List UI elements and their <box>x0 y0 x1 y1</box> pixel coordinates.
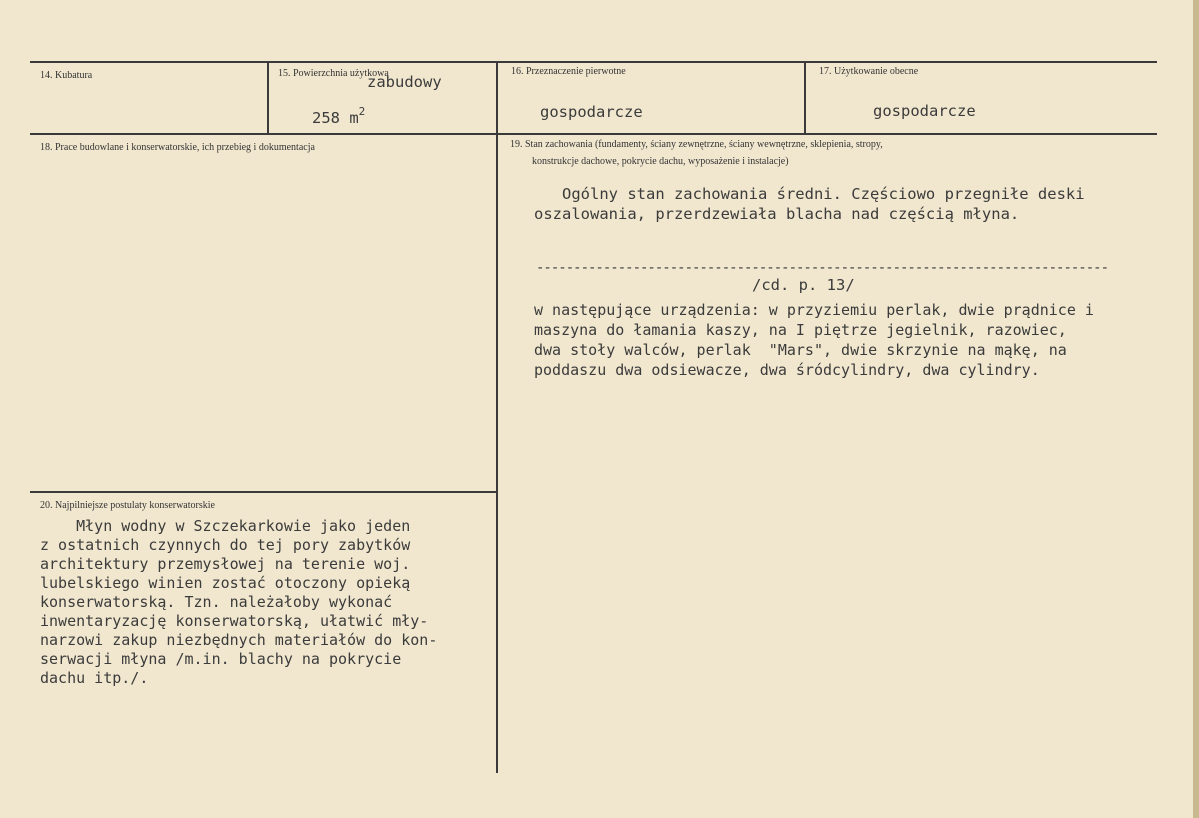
continuation-line-3: dwa stoły walców, perlak "Mars", dwie skrzynie na mąkę, na <box>534 341 1067 359</box>
field-19-label-line1: 19. Stan zachowania (fundamenty, ściany zewnętrzne, ściany wewnętrzne, sklepienia, stropy, <box>510 139 883 150</box>
field-20-text-line-1: Młyn wodny w Szczekarkowie jako jeden <box>40 517 411 535</box>
field-20-text-line-2: z ostatnich czynnych do tej pory zabytków <box>40 536 411 554</box>
field-14-label: 14. Kubatura <box>40 70 93 81</box>
field-15-value-superscript: 2 <box>358 105 366 118</box>
field-15-typed-overlay: zabudowy <box>367 73 442 91</box>
field-17-label: 17. Użytkowanie obecne <box>819 66 919 77</box>
field-20-text-line-7: narzowi zakup niezbędnych materiałów do kon- <box>40 631 438 649</box>
col-divider-2 <box>496 61 498 773</box>
field-16-value: gospodarcze <box>540 103 643 121</box>
field-18-label: 18. Prace budowlane i konserwatorskie, ich przebieg i dokumentacja <box>40 142 315 153</box>
field-15-label: 15. Powierzchnia użytkowa <box>278 68 389 79</box>
col-divider-1 <box>267 61 269 134</box>
field-20-text-line-9: dachu itp./. <box>40 669 149 687</box>
top-rule <box>30 61 1157 63</box>
field-17-value: gospodarcze <box>873 102 976 120</box>
col-divider-3 <box>804 61 806 134</box>
field-19-label-line2: konstrukcje dachowe, pokrycie dachu, wyposażenie i instalacje) <box>532 156 789 167</box>
row2-rule-left <box>30 491 497 493</box>
continuation-reference: /cd. p. 13/ <box>752 276 855 294</box>
field-15-value: 258 $m^2$ <box>312 105 366 128</box>
field-19-text-line-2: oszalowania, przerdzewiała blacha nad częścią młyna. <box>534 205 1020 223</box>
dashed-separator: ----------------------------------------------------------------------------- <box>536 260 1109 276</box>
field-20-text-line-3: architektury przemysłowej na terenie woj. <box>40 555 411 573</box>
field-20-text-line-8: serwacji młyna /m.in. blachy na pokrycie <box>40 650 402 668</box>
field-20-label: 20. Najpilniejsze postulaty konserwatorskie <box>40 500 215 511</box>
row1-rule <box>30 133 1157 135</box>
continuation-line-4: poddaszu dwa odsiewacze, dwa śródcylindry, dwa cylindry. <box>534 361 1040 379</box>
continuation-line-1: w następujące urządzenia: w przyziemiu perlak, dwie prądnice i <box>534 301 1094 319</box>
field-19-text-line-1: Ogólny stan zachowania średni. Częściowo przegniłe deski <box>534 185 1085 203</box>
field-20-text-line-4: lubelskiego winien zostać otoczony opieką <box>40 574 411 592</box>
field-16-label: 16. Przeznaczenie pierwotne <box>511 66 626 77</box>
paper-edge <box>1193 0 1199 818</box>
field-20-text-line-5: konserwatorską. Tzn. należałoby wykonać <box>40 593 393 611</box>
continuation-line-2: maszyna do łamania kaszy, na I piętrze jegielnik, razowiec, <box>534 321 1067 339</box>
field-20-text-line-6: inwentaryzację konserwatorską, ułatwić mły- <box>40 612 429 630</box>
